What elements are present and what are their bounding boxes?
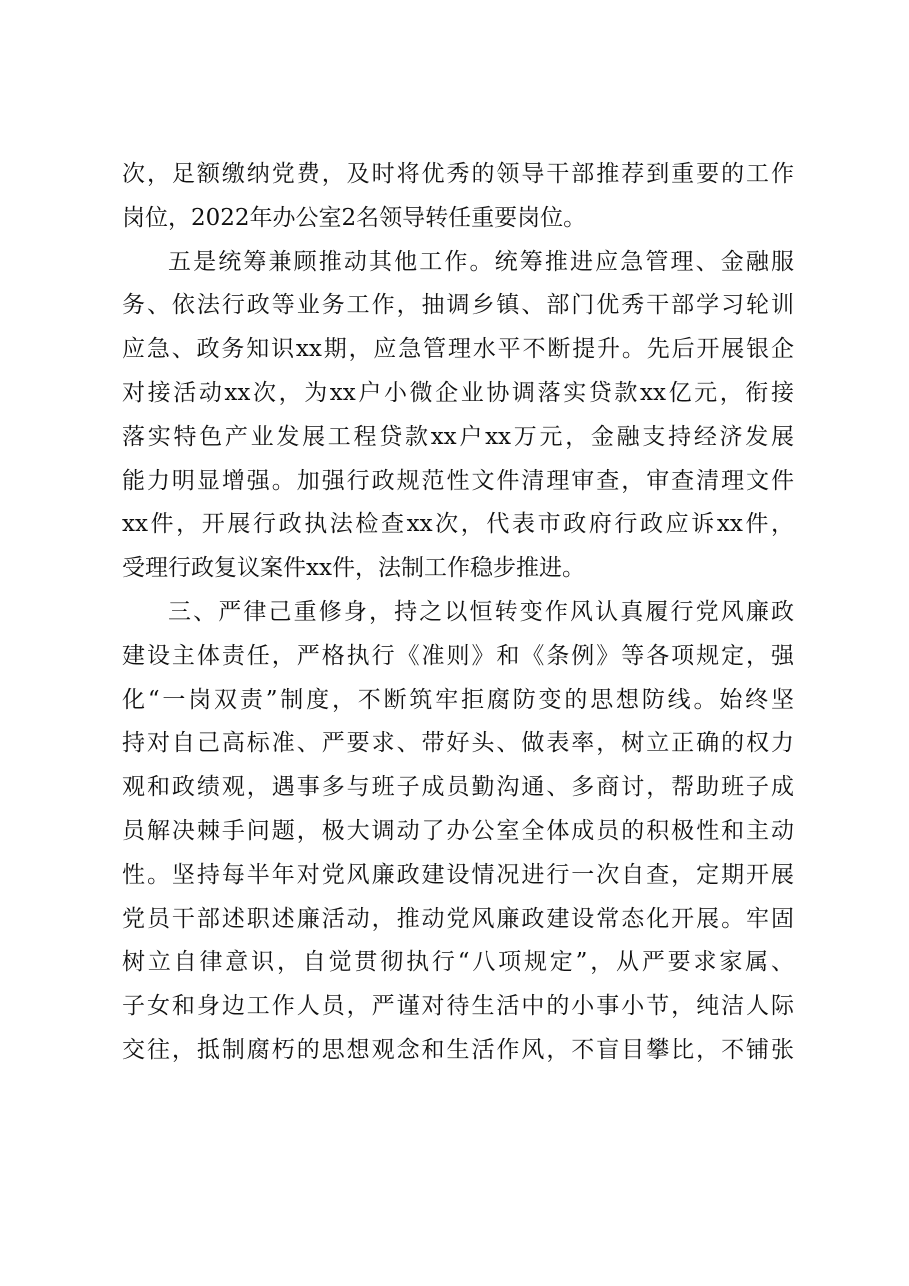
text-line: 务、依法行政等业务工作，抽调乡镇、部门优秀干部学习轮训 (122, 292, 794, 319)
document-body (122, 153, 794, 1073)
text-line: 员解决棘手问题，极大调动了办公室全体成员的积极性和主动 (122, 817, 794, 844)
text-line: 子女和身边工作人员，严谨对待生活中的小事小节，纯洁人际 (122, 993, 794, 1020)
text-line: 树立自律意识，自觉贯彻执行“八项规定”，从严要求家属、 (122, 949, 794, 976)
text-line: 党员干部述职述廉活动，推动党风廉政建设常态化开展。牢固 (122, 905, 794, 932)
text-line: 化“一岗双责”制度，不断筑牢拒腐防变的思想防线。始终坚 (122, 686, 794, 713)
text-line: 持对自己高标准、严要求、带好头、做表率，树立正确的权力 (122, 730, 794, 757)
text-line: 能力明显增强。加强行政规范性文件清理审查，审查清理文件 (122, 467, 794, 494)
text-line: 次，足额缴纳党费，及时将优秀的领导干部推荐到重要的工作 (122, 161, 794, 187)
text-line: 交往，抵制腐朽的思想观念和生活作风，不盲目攀比，不铺张 (122, 1036, 794, 1063)
text-line: 建设主体责任，严格执行《准则》和《条例》等各项规定，强 (122, 642, 794, 669)
text-line: 对接活动xx次，为xx户小微企业协调落实贷款xx亿元，衔接 (122, 379, 794, 406)
text-line: 观和政绩观，遇事多与班子成员勤沟通、多商讨，帮助班子成 (122, 774, 794, 801)
text-line: 岗位，2022年办公室2名领导转任重要岗位。 (122, 204, 587, 231)
text-line: 三、严律己重修身，持之以恒转变作风认真履行党风廉政 (168, 598, 794, 625)
text-line: 受理行政复议案件xx件，法制工作稳步推进。 (122, 555, 585, 582)
text-line: 落实特色产业发展工程贷款xx户xx万元，金融支持经济发展 (122, 423, 794, 450)
text-line: 五是统筹兼顾推动其他工作。统筹推进应急管理、金融服 (168, 248, 794, 275)
text-line: 应急、政务知识xx期，应急管理水平不断提升。先后开展银企 (122, 336, 794, 363)
text-line: xx件，开展行政执法检查xx次，代表市政府行政应诉xx件， (122, 511, 794, 538)
text-line: 性。坚持每半年对党风廉政建设情况进行一次自查，定期开展 (122, 861, 794, 888)
